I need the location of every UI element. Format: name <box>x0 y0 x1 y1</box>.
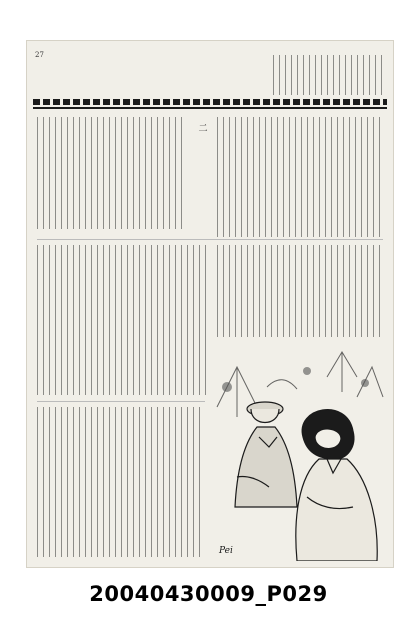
text-column-top-right <box>273 55 383 95</box>
column-divider <box>37 239 383 240</box>
text-column-middle-right <box>217 245 383 337</box>
text-column-lower-left <box>37 407 205 557</box>
column-divider-lower <box>37 401 205 402</box>
section-mark: 二 <box>198 124 208 134</box>
decorative-band <box>33 99 387 105</box>
text-column-upper-right <box>217 117 383 237</box>
illustration-soldier-and-woman <box>207 347 385 561</box>
image-caption: 20040430009_P029 <box>89 582 328 606</box>
text-column-upper-left <box>37 117 187 229</box>
illustration-signature: Pei <box>219 546 233 556</box>
page-number: 27 <box>35 51 44 59</box>
scanned-page <box>26 40 394 568</box>
decorative-rule <box>33 107 387 109</box>
text-column-middle-left <box>37 245 207 395</box>
